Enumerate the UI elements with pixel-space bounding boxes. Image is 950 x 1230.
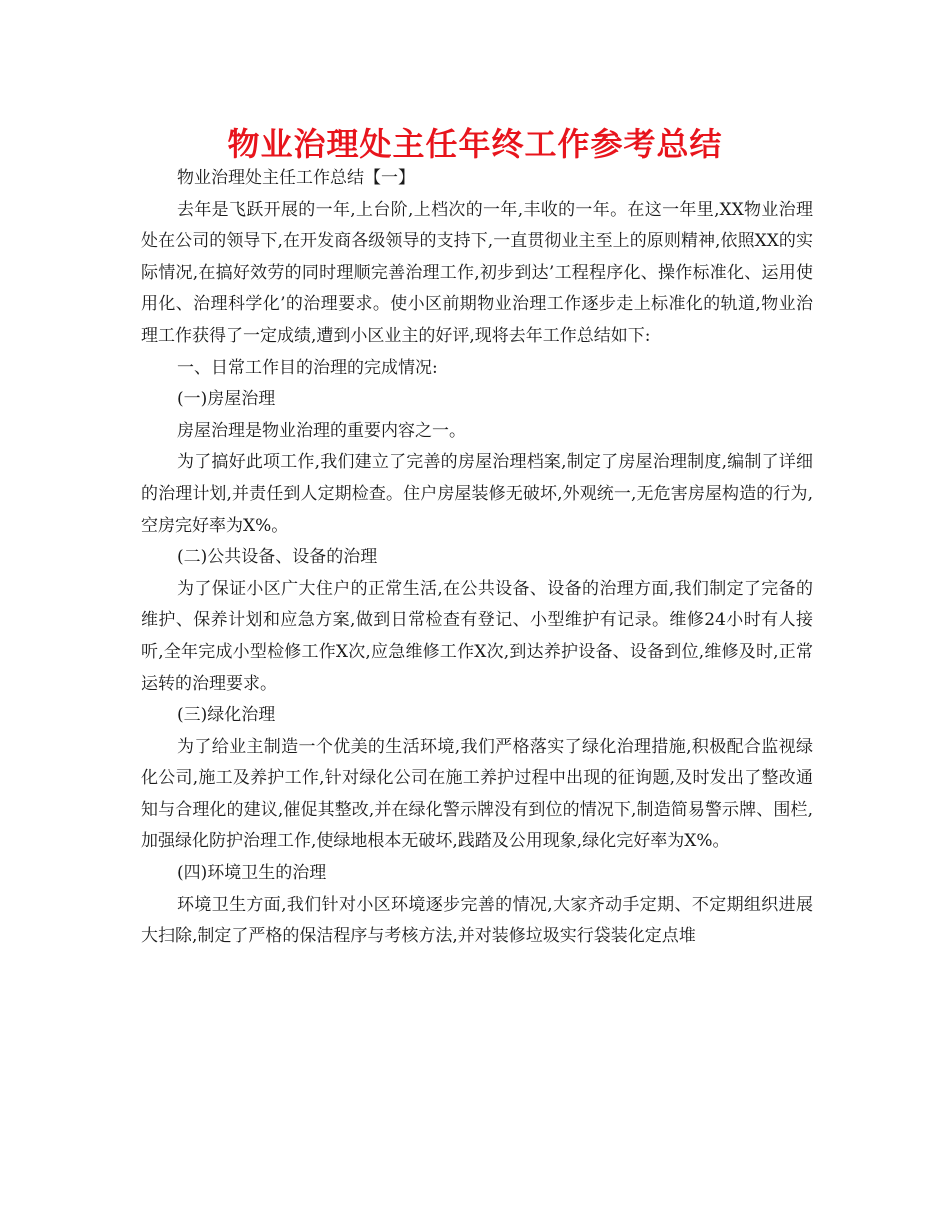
paragraph: 房屋治理是物业治理的重要内容之一。 [177, 420, 466, 441]
section-heading: 物业治理处主任工作总结【一】 [177, 168, 415, 188]
paragraph: 去年是飞跃开展的一年,上台阶,上档次的一年,丰收的一年。在这一年里,XX物业治理处在公司的领导下,在开发商各级领导的支持下,一直贯彻业主至上的原则精神,依照XX的实际情况,在搞好效劳的同时理顺完善治理工作,初步到达’工程程序化、操作标准化、运用使用化、治理科学化’的治理要求。使小区前期物业治理工作逐步走上标准化的轨道,物业治理工作获得了一定成绩,遭到小区业主的好评,现将去年工作总结如下: [141, 199, 813, 346]
document-title: 物业治理处主任年终工作参考总结 [227, 125, 723, 163]
subsection-heading: (一)房屋治理 [177, 389, 276, 410]
paragraph: 为了给业主制造一个优美的生活环境,我们严格落实了绿化治理措施,积极配合监视绿化公司,施工及养护工作,针对绿化公司在施工养护过程中出现的征询题,及时发出了整改通知与合理化的建议,催促其整改,并在绿化警示牌没有到位的情况下,制造简易警示牌、围栏,加强绿化防护治理工作,使绿地根本无破坏,践踏及公用现象,绿化完好率为X%。 [141, 736, 813, 852]
subsection-heading: 一、日常工作目的治理的完成情况: [177, 357, 438, 378]
paragraph: 环境卫生方面,我们针对小区环境逐步完善的情况,大家齐动手定期、不定期组织进展大扫除,制定了严格的保洁程序与考核方法,并对装修垃圾实行袋装化定点堆 [141, 894, 813, 947]
subsection-heading: (四)环境卫生的治理 [177, 863, 327, 884]
paragraph: 为了搞好此项工作,我们建立了完善的房屋治理档案,制定了房屋治理制度,编制了详细的治理计划,并责任到人定期检查。住户房屋装修无破坏,外观统一,无危害房屋构造的行为,空房完好率为X%。 [141, 452, 813, 536]
paragraph: 为了保证小区广大住户的正常生活,在公共设备、设备的治理方面,我们制定了完备的维护、保养计划和应急方案,做到日常检查有登记、小型维护有记录。维修24小时有人接听,全年完成小型检修工作X次,应急维修工作X次,到达养护设备、设备到位,维修及时,正常运转的治理要求。 [141, 578, 813, 694]
document-body [141, 163, 813, 953]
subsection-heading: (二)公共设备、设备的治理 [177, 547, 378, 568]
subsection-heading: (三)绿化治理 [177, 705, 276, 726]
